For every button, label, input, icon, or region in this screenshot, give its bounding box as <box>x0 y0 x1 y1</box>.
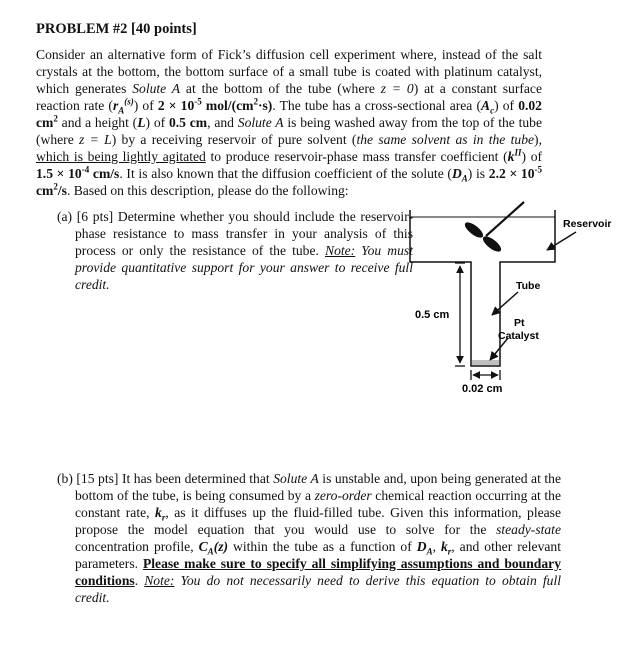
problem-heading: PROBLEM #2 [40 points] <box>36 21 197 37</box>
question-a: (a) [6 pts] Determine whether you should include the reservoir-phase resistance to mass transfer in your analysis of this process or only the resistance of the tube. Note: You must provide quantitative support for your answer to receive full credit. <box>57 209 413 292</box>
diffusion-cell-diagram <box>400 190 630 400</box>
tube-pointer-arrow <box>492 292 518 315</box>
catalyst-label: Catalyst <box>498 330 539 342</box>
pt-catalyst-layer <box>472 360 499 365</box>
reservoir-pointer-arrow <box>547 232 576 250</box>
height-label: 0.5 cm <box>415 309 450 321</box>
stirrer-blade <box>463 220 486 241</box>
stirrer-blade <box>481 234 504 255</box>
stirrer-shaft <box>486 202 524 236</box>
tube-label: Tube <box>516 280 541 292</box>
problem-statement: Consider an alternative form of Fick’s diffusion cell experiment where, instead of the salt crystals at the bottom, the bottom surface of a small tube is coated with platinum catalyst, which generates Solute A at the bottom of the tube (where z = 0) at a constant surface reaction rate $(r_A^{(s)})$ of $2 \times 10^{-5}$ mol/$(cm^2\cdot s)$. The tube has a cross-sectional area $(A_c)$ of 0.02 $cm^2$ and a height (L) of 0.5 cm, and Solute A is being washed away from the top of the tube (where z = L) by a receiving reservoir of pure solvent (the same solvent as in the tube), which is being lightly agitated to produce reservoir-phase mass transfer coefficient $(k^{II})$ of $1.5 \times 10^{-4}$ cm/s. It is also known that the diffusion coefficient of the solute $(D_A)$ is $2.2 \times 10^{-5}$ $cm^2/s$. Based on this description, please do the following: <box>36 47 543 198</box>
question-b: (b) [15 pts] It has been determined that Solute A is unstable and, upon being generated at the bottom of the tube, is being consumed by a zero-order chemical reaction occurring at the constant rate, $k_r$, as it diffuses up the fluid-filled tube. Given this information, please propose the model equation that you would use to solve for the steady-state concentration profile, $C_A(z)$ within the tube as a function of $D_A$, $k_r$, and other relevant parameters. Please make sure to specify all simplifying assumptions and boundary conditions. Note: You do not necessarily need to derive this equation to obtain full credit. <box>57 471 562 605</box>
pt-label: Pt <box>514 317 525 329</box>
reservoir-label: Reservoir <box>563 218 612 230</box>
width-label: 0.02 cm <box>462 383 503 395</box>
